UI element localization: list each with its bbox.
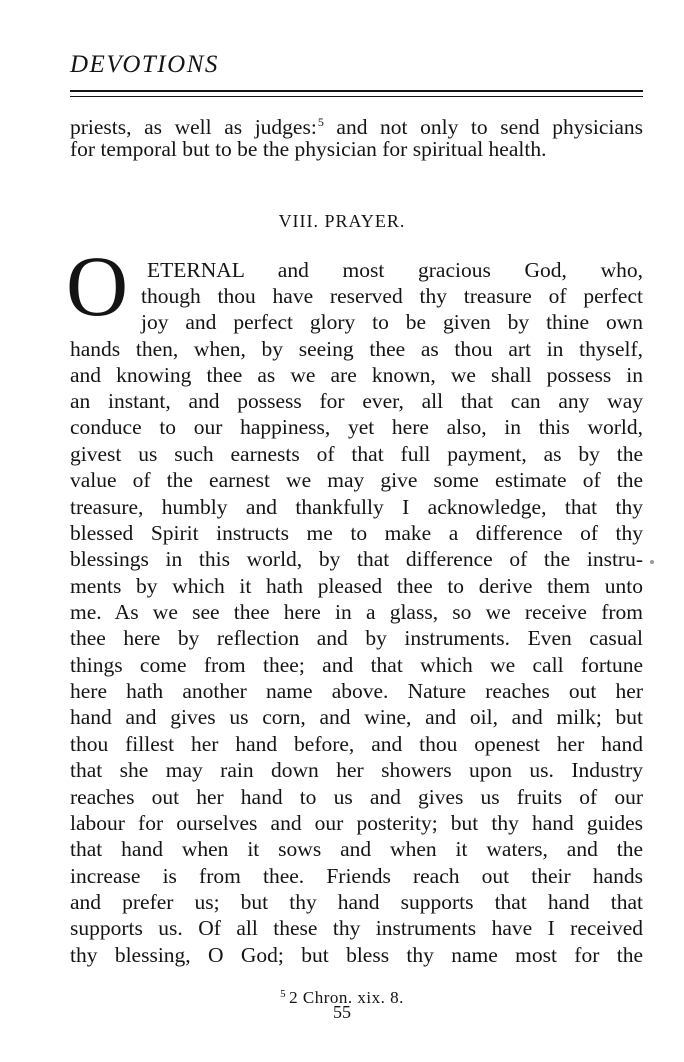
text-line: for temporal but to be the physician for spiritual health. <box>70 137 547 161</box>
text-line-tail: and not only to send physicians <box>323 115 643 139</box>
text-line: an instant, and possess for ever, all that can any way <box>70 389 643 413</box>
text-line: supports us. Of all these thy instruments have I received <box>70 916 643 940</box>
text-line: treasure, humbly and thankfully I acknowledge, that thy <box>70 495 643 519</box>
text-line: hand and gives us corn, and wine, and oil, and milk; but <box>70 705 643 729</box>
section-title: VIII. PRAYER. <box>278 211 406 231</box>
text-line: joy and perfect glory to be given by thine own <box>141 310 643 334</box>
drop-cap: O <box>66 238 129 334</box>
text-line: increase is from thee. Friends reach out their hands <box>70 864 643 888</box>
text-line: that she may rain down her showers upon us. Industry <box>70 758 643 782</box>
text-line: thy blessing, O God; but bless thy name most for the <box>70 943 643 967</box>
footnote-marker: 5 <box>317 115 324 129</box>
text-line: value of the earnest we may give some estimate of the <box>70 468 643 492</box>
text-line: that hand when it sows and when it waters, and the <box>70 837 643 861</box>
page-number: 55 <box>333 1002 351 1022</box>
text-line: here hath another name above. Nature reaches out her <box>70 679 643 703</box>
text-line: ETERNAL and most gracious God, who, <box>147 258 643 282</box>
text-line: reaches out her hand to us and gives us fruits of our <box>70 785 643 809</box>
text-line: givest us such earnests of that full payment, as by the <box>70 442 643 466</box>
text-line: and knowing thee as we are known, we shall possess in <box>70 363 643 387</box>
margin-dot <box>650 560 654 564</box>
text-line: blessings in this world, by that difference of the instru- <box>70 547 643 571</box>
text-line: thee here by reflection and by instruments. Even casual <box>70 626 643 650</box>
text-line: though thou have reserved thy treasure of perfect <box>141 284 643 308</box>
text-line: ments by which it hath pleased thee to derive them unto <box>70 574 643 598</box>
text-line: hands then, when, by seeing thee as thou art in thyself, <box>70 337 643 361</box>
running-head: DEVOTIONS <box>70 51 219 78</box>
footnote-text: 2 Chron. xix. 8. <box>289 988 404 1007</box>
text-line: and prefer us; but thy hand supports that hand that <box>70 890 643 914</box>
footnote-number: 5 <box>280 988 287 1000</box>
text-line: conduce to our happiness, yet here also, in this world, <box>70 415 643 439</box>
text-line: me. As we see thee here in a glass, so we receive from <box>70 600 643 624</box>
header-rule-thick <box>70 90 643 92</box>
text-line: thou fillest her hand before, and thou openest her hand <box>70 732 643 756</box>
text-line: labour for ourselves and our posterity; but thy hand guides <box>70 811 643 835</box>
text-line: things come from thee; and that which we call fortune <box>70 653 643 677</box>
text-line: blessed Spirit instructs me to make a difference of thy <box>70 521 643 545</box>
header-rule-thin <box>70 96 643 97</box>
text-line-head: priests, as well as judges: <box>70 115 317 139</box>
